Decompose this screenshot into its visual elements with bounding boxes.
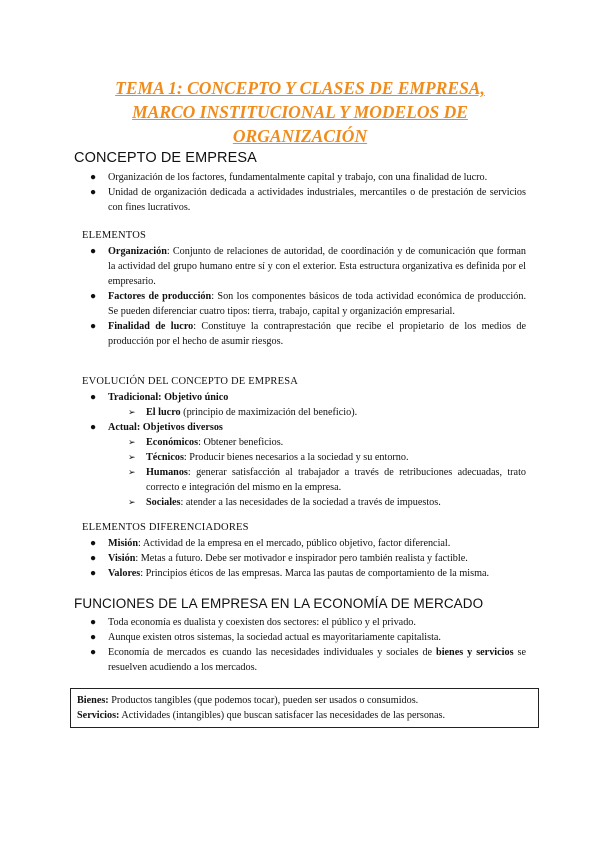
heading-evolucion: EVOLUCIÓN DEL CONCEPTO DE EMPRESA: [82, 376, 299, 387]
title-line-2: MARCO INSTITUCIONAL Y MODELOS DE: [132, 102, 468, 122]
bullet-icon: ●: [90, 422, 97, 433]
bullet-icon: ●: [90, 321, 97, 332]
list-item: ● Unidad de organización dedicada a actividades industriales, mercantiles o de prestación de servicios con fines lucrativos.: [90, 187, 526, 213]
arrow-bullet-icon: ➢: [128, 497, 136, 507]
arrow-bullet-icon: ➢: [128, 407, 136, 417]
sub-list-item: ➢ Sociales: atender a las necesidades de la sociedad a través de impuestos.: [128, 497, 441, 508]
actual-sublist: [108, 435, 526, 510]
title-line-1: TEMA 1: CONCEPTO Y CLASES DE EMPRESA,: [115, 78, 485, 98]
definitions-box: [70, 688, 539, 728]
list-item: ● Misión: Actividad de la empresa en el mercado, público objetivo, factor diferencial.: [90, 538, 451, 549]
bullet-icon: ●: [90, 538, 97, 549]
title-line-3: ORGANIZACIÓN: [232, 126, 368, 146]
arrow-bullet-icon: ➢: [128, 467, 136, 477]
concepto-list: [90, 170, 526, 215]
list-item: ● Tradicional: Objetivo único ➢ El lucro (principio de maximización del beneficio).: [90, 390, 526, 420]
definition-servicios: Servicios: Actividades (intangibles) que buscan satisfacer las necesidades de las personas.: [77, 710, 446, 721]
list-item: ● Aunque existen otros sistemas, la sociedad actual es mayoritariamente capitalista.: [90, 632, 441, 643]
heading-funciones: FUNCIONES DE LA EMPRESA EN LA ECONOMÍA DE MERCADO: [74, 596, 484, 611]
bullet-icon: ●: [90, 172, 97, 183]
diferenciadores-list: [90, 536, 526, 581]
bullet-icon: ●: [90, 291, 97, 302]
arrow-bullet-icon: ➢: [128, 437, 136, 447]
heading-concepto: CONCEPTO DE EMPRESA: [74, 150, 257, 166]
sub-list-item: ➢ Económicos: Obtener beneficios.: [128, 437, 284, 448]
definition-bienes: Bienes: Productos tangibles (que podemos tocar), pueden ser usados o consumidos.: [77, 695, 419, 706]
elementos-list: [90, 244, 526, 349]
bullet-icon: ●: [90, 187, 97, 198]
bullet-icon: ●: [90, 568, 97, 579]
heading-diferenciadores: ELEMENTOS DIFERENCIADORES: [82, 522, 249, 533]
bullet-icon: ●: [90, 392, 97, 403]
list-item: ● Economía de mercados es cuando las necesidades individuales y sociales de bienes y servicios se resuelven acudiendo a los mercados.: [90, 647, 526, 673]
bullet-icon: ●: [90, 647, 97, 658]
bullet-icon: ●: [90, 246, 97, 257]
evolucion-list: [90, 390, 526, 510]
list-item: ● Toda economía es dualista y coexisten dos sectores: el público y el privado.: [90, 617, 416, 628]
sub-list-item: ➢ El lucro (principio de maximización del beneficio).: [128, 407, 358, 418]
list-item: ● Organización de los factores, fundamentalmente capital y trabajo, con una finalidad de lucro.: [90, 172, 488, 183]
list-item: ● Factores de producción: Son los componentes básicos de toda actividad económica de producción. Se pueden diferenciar cuatro tipos: tierra, trabajo, capital y organización empresarial.: [90, 291, 526, 317]
heading-elementos: ELEMENTOS: [82, 230, 147, 241]
list-item: ● Visión: Metas a futuro. Debe ser motivador e inspirador pero también realista y factible.: [90, 553, 468, 564]
arrow-bullet-icon: ➢: [128, 452, 136, 462]
list-item: ● Valores: Principios éticos de las empresas. Marca las pautas de comportamiento de la misma.: [90, 568, 490, 579]
tradicional-sublist: [108, 405, 526, 420]
bullet-icon: ●: [90, 553, 97, 564]
funciones-list: [90, 615, 526, 675]
list-item: ● Actual: Objetivos diversos ➢ Económicos: Obtener beneficios. ➢ Técnicos: Producir bienes necesarios a la sociedad y su entorno. ➢ Humanos: generar satisfacción al trabajador a través de retribuciones adecuadas, trato correcto e integración del mismo en la empresa. ➢ Sociales: atender a las necesidades de la sociedad a través de impuestos.: [90, 422, 526, 508]
bullet-icon: ●: [90, 632, 97, 643]
document-title: [60, 76, 540, 148]
sub-list-item: ➢ Humanos: generar satisfacción al trabajador a través de retribuciones adecuadas, trato correcto e integración del mismo en la empresa.: [128, 467, 526, 493]
sub-list-item: ➢ Técnicos: Producir bienes necesarios a la sociedad y su entorno.: [128, 452, 409, 463]
list-item: ● Organización: Conjunto de relaciones de autoridad, de coordinación y de comunicación que forman la actividad del grupo humano entre sí y con el exterior. Esta estructura organizativa es definida por el empresario.: [90, 246, 526, 287]
bullet-icon: ●: [90, 617, 97, 628]
list-item: ● Finalidad de lucro: Constituye la contraprestación que recibe el propietario de los medios de producción por el hecho de asumir riesgos.: [90, 321, 526, 347]
